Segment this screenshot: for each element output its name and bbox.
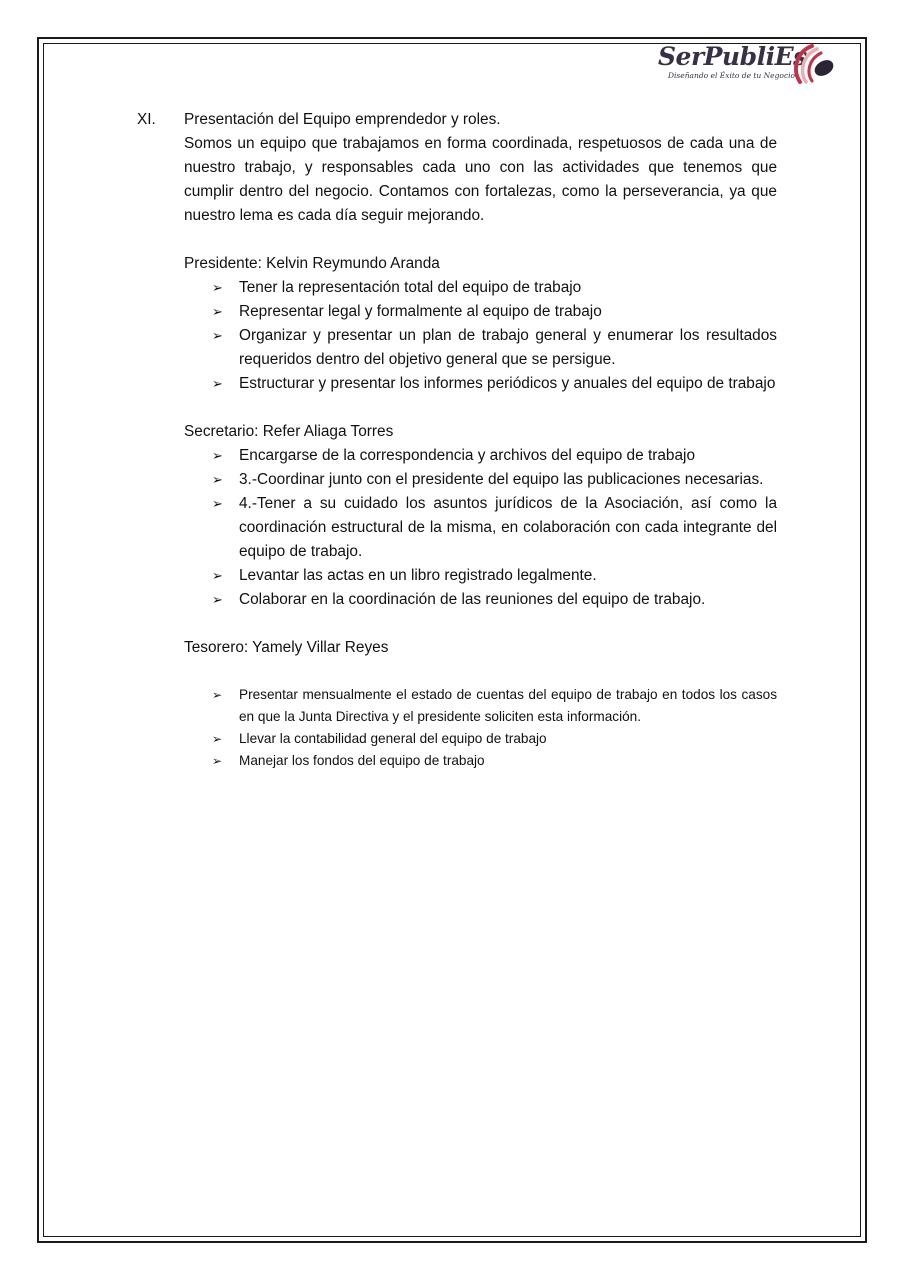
role-heading-tesorero: Tesorero: Yamely Villar Reyes	[184, 639, 389, 656]
list-item: ➢ 3.-Coordinar junto con el presidente del equipo las publicaciones necesarias.	[212, 468, 777, 492]
arrowhead-bullet-icon: ➢	[212, 472, 223, 487]
logo-name: SerPubliEs	[658, 42, 807, 71]
list-item: ➢ Presentar mensualmente el estado de cuentas del equipo de trabajo en todos los casos en que la Junta Directiva y el presidente soliciten esta información.	[212, 684, 777, 728]
role-heading-secretario: Secretario: Refer Aliaga Torres	[184, 423, 394, 440]
arrowhead-bullet-icon: ➢	[212, 592, 223, 607]
list-item: ➢ Levantar las actas en un libro registrado legalmente.	[212, 564, 777, 588]
arrowhead-bullet-icon: ➢	[212, 688, 223, 702]
list-item: ➢ Tener la representación total del equipo de trabajo	[212, 276, 777, 300]
arrowhead-bullet-icon: ➢	[212, 304, 223, 319]
list-item: ➢ Representar legal y formalmente al equipo de trabajo	[212, 300, 777, 324]
list-item: ➢ Manejar los fondos del equipo de trabajo	[212, 750, 777, 772]
list-item: ➢ Llevar la contabilidad general del equipo de trabajo	[212, 728, 777, 750]
list-item: ➢ Estructurar y presentar los informes periódicos y anuales del equipo de trabajo	[212, 372, 777, 396]
arrowhead-bullet-icon: ➢	[212, 328, 223, 343]
tesorero-duties-list	[137, 684, 777, 772]
logo-tagline: Diseñando el Éxito de tu Negocio	[668, 71, 796, 80]
arrowhead-bullet-icon: ➢	[212, 568, 223, 583]
arrowhead-bullet-icon: ➢	[212, 496, 223, 511]
section-number: XI.	[137, 111, 156, 128]
section-title: Presentación del Equipo emprendedor y roles.	[184, 111, 501, 128]
arrowhead-bullet-icon: ➢	[212, 448, 223, 463]
role-heading-presidente: Presidente: Kelvin Reymundo Aranda	[184, 255, 440, 272]
list-item: ➢ Organizar y presentar un plan de trabajo general y enumerar los resultados requeridos dentro del objetivo general que se persigue.	[212, 324, 777, 372]
secretario-duties-list	[137, 444, 777, 612]
intro-paragraph: Somos un equipo que trabajamos en forma coordinada, respetuosos de cada una de nuestro trabajo, y responsables cada uno con las actividades que tenemos que cumplir dentro del negocio. Contamos con fortalezas, como la perseverancia, ya que nuestro lema es cada día seguir mejorando.	[184, 135, 777, 224]
list-item: ➢ Colaborar en la coordinación de las reuniones del equipo de trabajo.	[212, 588, 777, 612]
presidente-duties-list	[137, 276, 777, 396]
arrowhead-bullet-icon: ➢	[212, 280, 223, 295]
arrowhead-bullet-icon: ➢	[212, 754, 223, 768]
arrowhead-bullet-icon: ➢	[212, 732, 223, 746]
list-item: ➢ Encargarse de la correspondencia y archivos del equipo de trabajo	[212, 444, 777, 468]
document-body	[137, 108, 777, 772]
list-item: ➢ 4.-Tener a su cuidado los asuntos jurídicos de la Asociación, así como la coordinación estructural de la misma, en colaboración con cada integrante del equipo de trabajo.	[212, 492, 777, 564]
section-heading	[137, 108, 777, 132]
logo-stripes-icon	[786, 42, 836, 86]
arrowhead-bullet-icon: ➢	[212, 376, 223, 391]
company-logo	[652, 42, 842, 94]
